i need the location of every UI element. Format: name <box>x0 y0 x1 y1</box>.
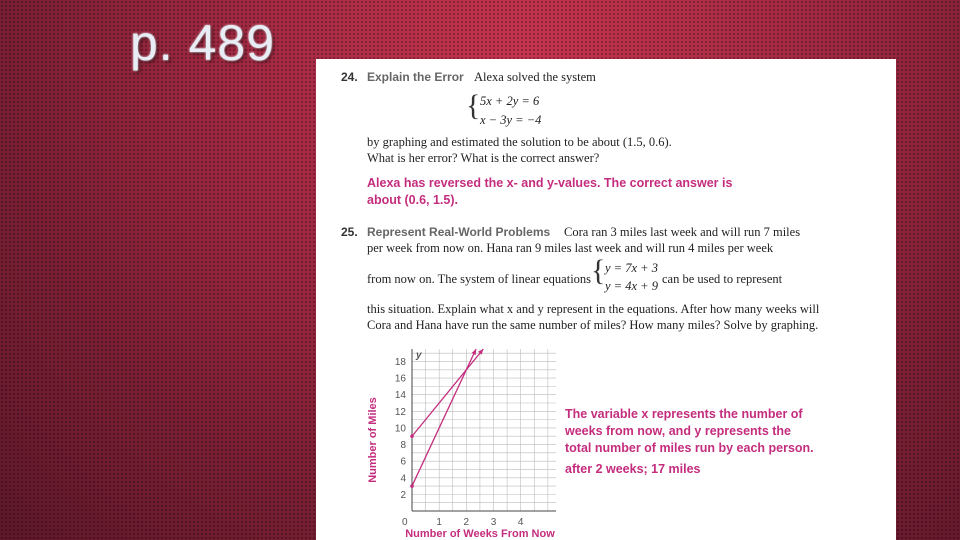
y-tick-label: 16 <box>394 373 406 385</box>
series-start-point-1 <box>410 484 414 488</box>
x-axis-title: Number of Weeks From Now <box>405 528 555 540</box>
x-tick-label: 1 <box>436 517 442 528</box>
problem-24-eq1: 5x + 2y = 6 <box>480 94 540 108</box>
problem-24-answer-line2: about (0.6, 1.5). <box>367 193 458 207</box>
x-tick-label: 2 <box>463 517 470 528</box>
y-tick-label: 4 <box>400 473 406 485</box>
y-tick-labels <box>395 357 407 501</box>
x-tick-labels <box>436 517 524 528</box>
origin-label: 0 <box>402 517 408 528</box>
y-axis-title: Number of Miles <box>367 397 379 483</box>
problem-25-eq1: y = 7x + 3 <box>605 261 658 275</box>
textbook-page <box>316 59 896 540</box>
graph-grid <box>412 349 556 511</box>
system-brace-25: { <box>591 254 606 287</box>
y-tick-label: 18 <box>394 356 406 368</box>
problem-25-answer-line4: after 2 weeks; 17 miles <box>565 462 701 476</box>
y-tick-label: 14 <box>394 390 406 402</box>
x-tick-label: 4 <box>517 517 524 528</box>
problem-24-intro: Alexa solved the system <box>474 70 596 84</box>
y-tick-label: 2 <box>400 489 406 501</box>
problem-25-line2: per week from now on. Hana ran 9 miles last week and will run 4 miles per week <box>367 241 774 255</box>
problem-24-number: 24. <box>341 70 358 84</box>
problem-25-eq2: y = 4x + 9 <box>605 279 658 293</box>
problem-25-line3-start: from now on. The system of linear equations <box>367 272 592 286</box>
miles-graph <box>360 345 570 540</box>
slide-title: p. 489 <box>130 15 276 71</box>
problem-24-eq2: x − 3y = −4 <box>480 113 542 127</box>
problem-25-answer-line1: The variable x represents the number of <box>565 407 803 421</box>
series-start-point-2 <box>410 434 414 438</box>
y-tick-label: 12 <box>394 406 406 418</box>
problem-24-line2: What is her error? What is the correct answer? <box>367 151 600 165</box>
y-tick-label: 6 <box>400 456 406 468</box>
series-line-2 <box>412 349 483 436</box>
y-tick-label: 8 <box>400 440 406 452</box>
y-axis-letter: y <box>416 350 422 361</box>
problem-25-heading: Represent Real-World Problems <box>367 225 551 239</box>
problem-25-answer-line3: total number of miles run by each person. <box>565 441 814 455</box>
problem-25-line3-end: can be used to represent <box>662 272 783 286</box>
problem-24-answer-line1: Alexa has reversed the x- and y-values. The correct answer is <box>367 176 733 190</box>
problem-24-line1: by graphing and estimated the solution to be about (1.5, 0.6). <box>367 135 672 149</box>
problem-24-heading: Explain the Error <box>367 70 464 84</box>
system-brace-24: { <box>466 89 481 122</box>
problem-25-line1: Cora ran 3 miles last week and will run 7 miles <box>564 225 801 239</box>
problem-25-line5: Cora and Hana have run the same number of miles? How many miles? Solve by graphing. <box>367 318 819 332</box>
x-tick-label: 3 <box>490 517 497 528</box>
problem-25-line4: this situation. Explain what x and y represent in the equations. After how many weeks will <box>367 302 820 316</box>
problem-25-answer-line2: weeks from now, and y represents the <box>565 424 791 438</box>
y-tick-label: 10 <box>394 423 406 435</box>
problem-25-number: 25. <box>341 225 358 239</box>
